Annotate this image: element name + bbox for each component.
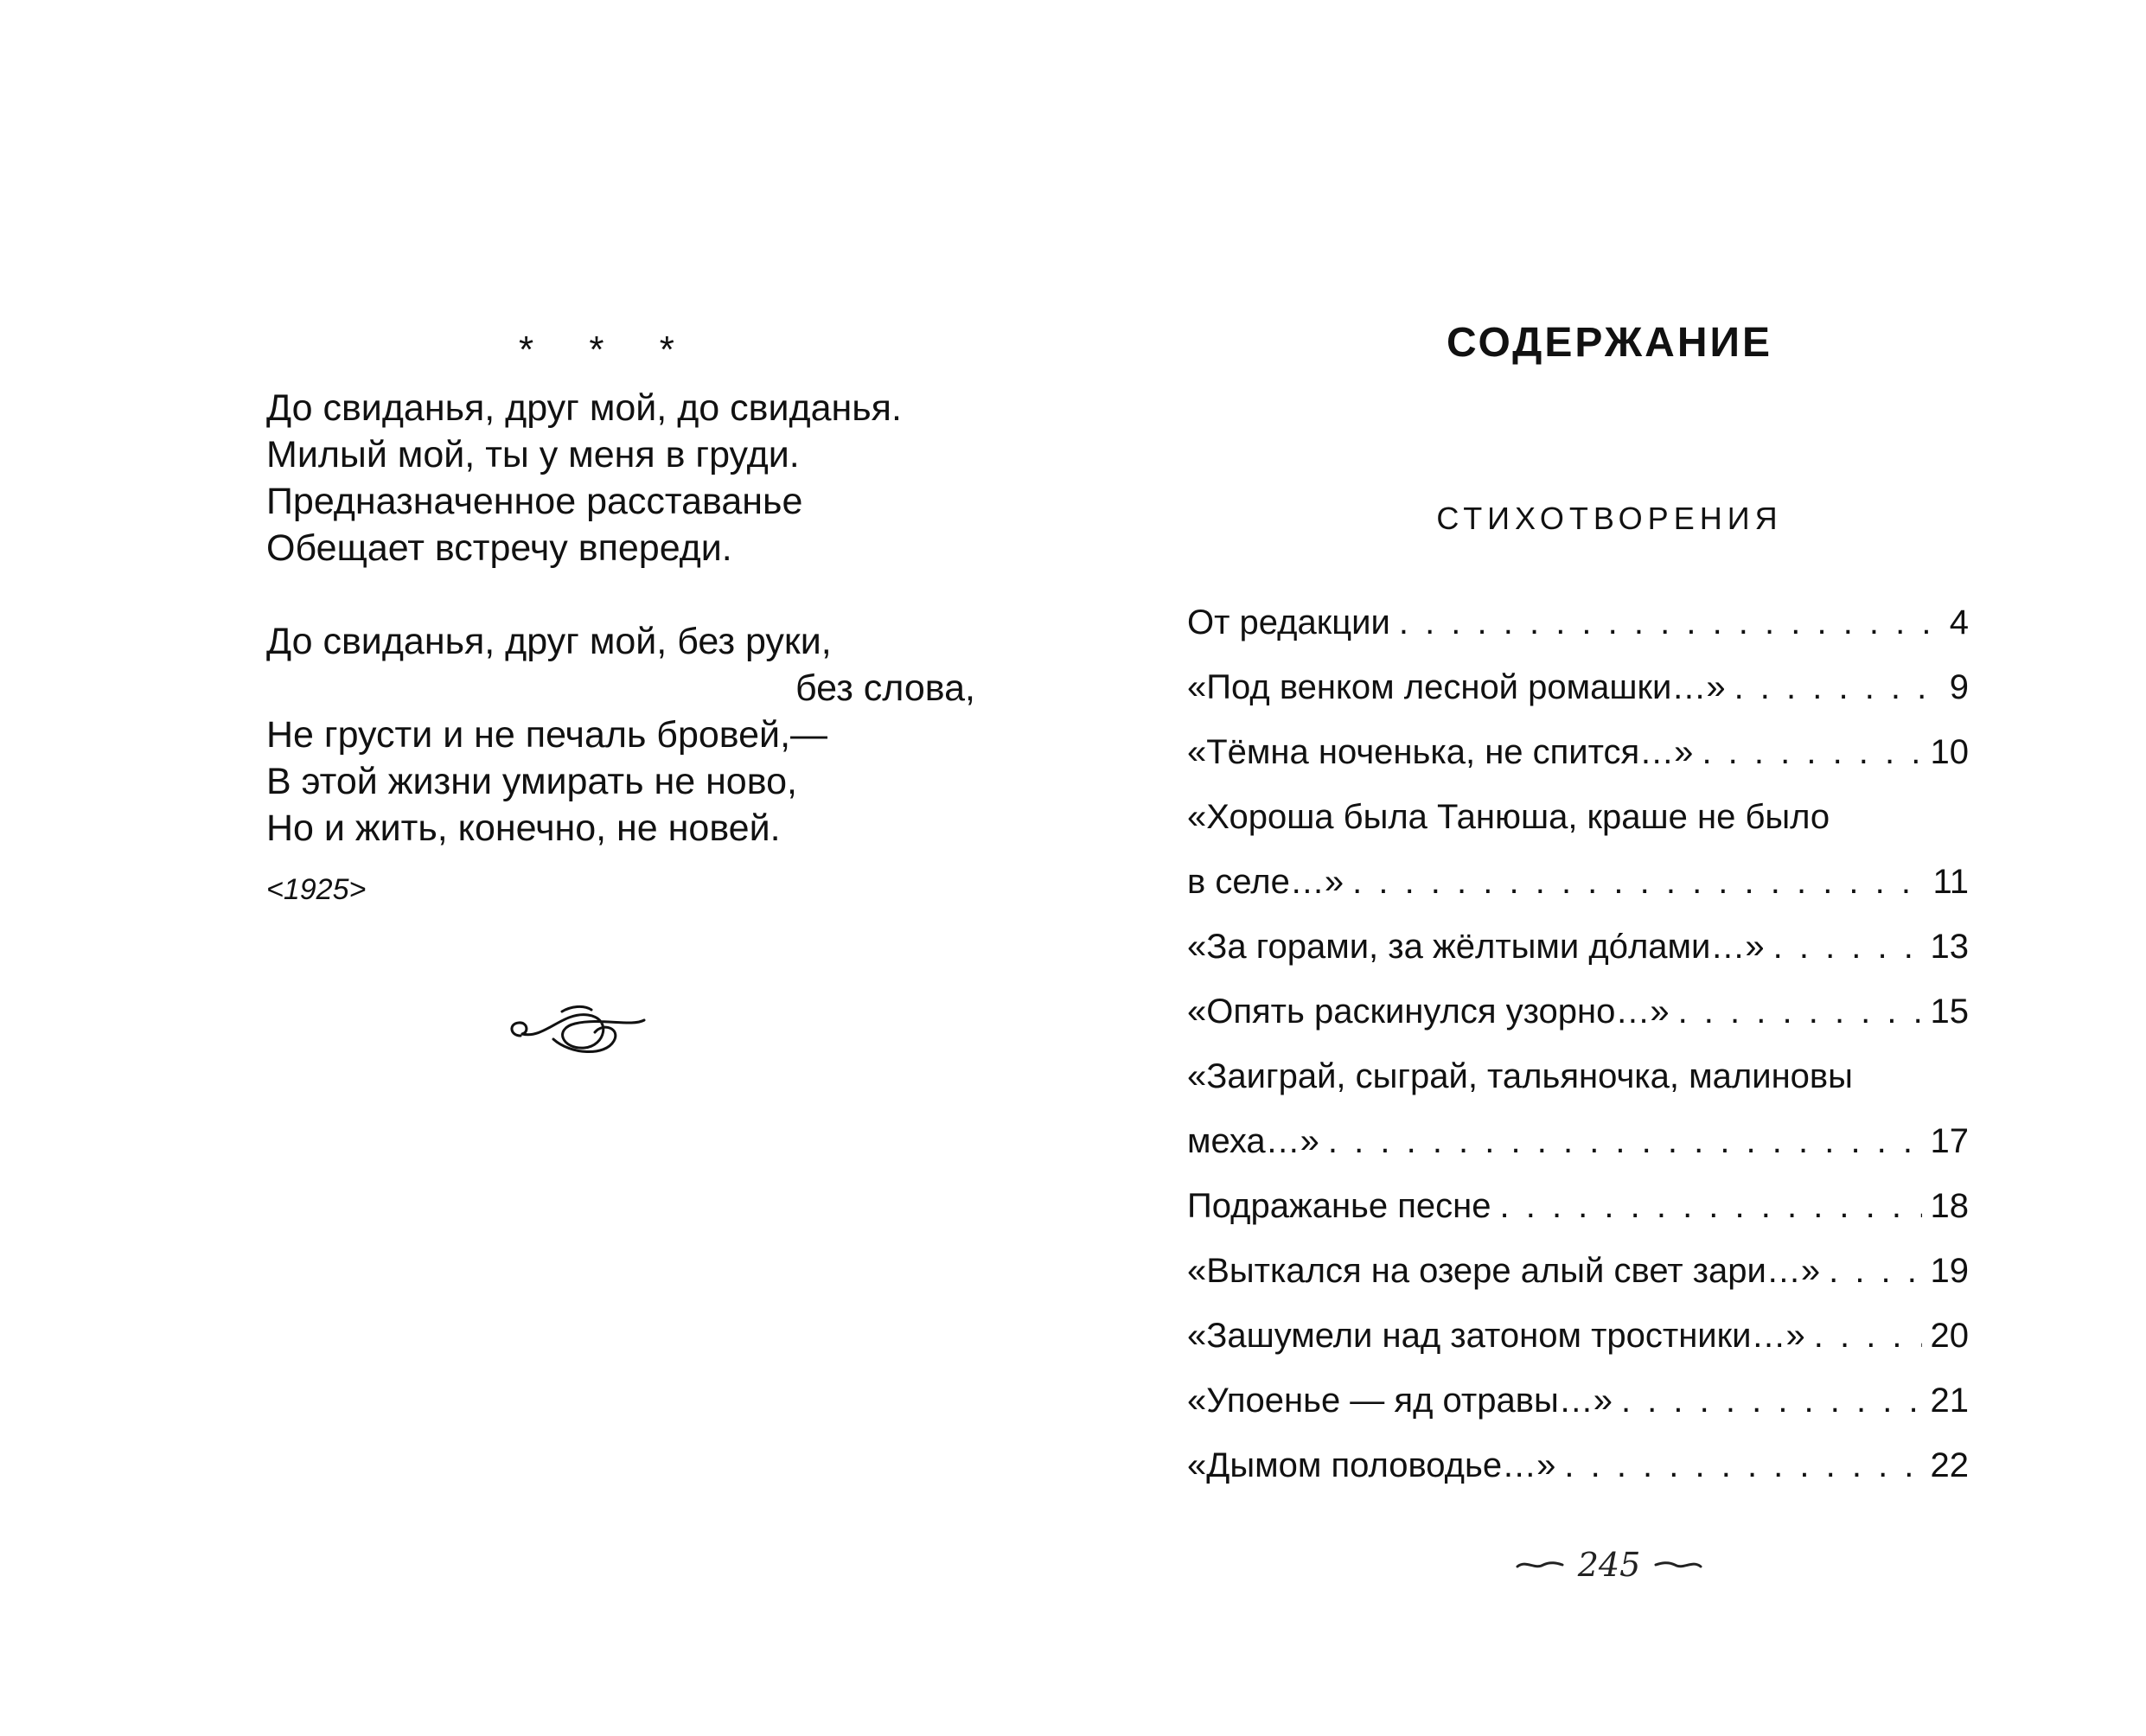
poem-line: Обещает встречу впереди. <box>266 527 732 569</box>
poem-line: До свиданья, друг мой, до свиданья. <box>266 387 902 429</box>
entry-title: «Упоенье — яд отравы…» <box>1187 1382 1613 1420</box>
dot-leader <box>1328 1109 1922 1174</box>
page-number-footer <box>1488 1539 1730 1591</box>
contents-entry[interactable] <box>1187 655 1969 720</box>
right-page <box>1073 0 2146 1736</box>
entry-page: 10 <box>1930 733 1969 771</box>
contents-entry[interactable] <box>1187 785 1969 915</box>
poem-line: В этой жизни умирать не ново, <box>266 761 797 802</box>
contents-entry[interactable] <box>1187 1174 1969 1239</box>
poem-date: <1925> <box>266 873 367 906</box>
page-number: 245 <box>1577 1546 1641 1584</box>
entry-title-first-line: «Хороша была Танюша, краше не было <box>1187 798 1830 836</box>
poem-line: До свиданья, друг мой, без руки, <box>266 621 832 662</box>
dot-leader <box>1499 1174 1921 1239</box>
contents-entry[interactable] <box>1187 1044 1969 1174</box>
entry-page: 20 <box>1930 1317 1969 1355</box>
entry-title: «Тёмна ноченька, не спится…» <box>1187 733 1694 771</box>
dot-leader <box>1564 1433 1921 1498</box>
entry-title: «За горами, за жёлтыми до́лами…» <box>1187 928 1765 966</box>
entry-page: 11 <box>1932 863 1969 901</box>
contents-entry[interactable] <box>1187 1304 1969 1369</box>
entry-page: 15 <box>1930 992 1969 1031</box>
entry-page: 17 <box>1930 1122 1969 1160</box>
contents-entry[interactable] <box>1187 1433 1969 1498</box>
contents-list <box>1187 590 1969 1498</box>
dot-leader <box>1621 1369 1922 1433</box>
entry-title: в селе…» <box>1187 863 1344 901</box>
entry-title: «Дымом половодье…» <box>1187 1446 1556 1484</box>
poem-line: Но и жить, конечно, не новей. <box>266 807 781 849</box>
contents-entry[interactable] <box>1187 915 1969 980</box>
dot-leader <box>1678 980 1922 1044</box>
dot-leader <box>1829 1239 1921 1304</box>
entry-title: «Выткался на озере алый свет зари…» <box>1187 1252 1821 1290</box>
entry-page: 18 <box>1930 1187 1969 1225</box>
dot-leader <box>1399 590 1932 655</box>
entry-page: 9 <box>1949 668 1969 706</box>
poem-line: Милый мой, ты у меня в груди. <box>266 434 800 475</box>
entry-page: 4 <box>1949 603 1969 641</box>
dot-leader <box>1773 915 1922 980</box>
poem-line: Предназначенное расставанье <box>266 481 803 522</box>
entry-title: меха…» <box>1187 1122 1319 1160</box>
flourish-ornament-icon <box>501 994 648 1072</box>
dot-leader <box>1734 655 1932 720</box>
poem-line: Не грусти и не печаль бровей,— <box>266 714 828 756</box>
dot-leader <box>1352 850 1924 915</box>
poem <box>266 385 975 909</box>
contents-entry[interactable] <box>1187 980 1969 1044</box>
poem-line-continuation: без слова, <box>795 667 975 709</box>
contents-title: СОДЕРЖАНИЕ <box>1447 320 1772 366</box>
entry-page: 22 <box>1930 1446 1969 1484</box>
entry-title: «Зашумели над затоном тростники…» <box>1187 1317 1805 1355</box>
entry-title: «Под венком лесной ромашки…» <box>1187 668 1726 706</box>
poem-separator: * * * <box>519 329 697 371</box>
entry-title: От редакции <box>1187 603 1390 641</box>
stanza-1 <box>266 385 975 571</box>
dot-leader <box>1814 1304 1922 1369</box>
entry-title: Подражанье песне <box>1187 1187 1491 1225</box>
stanza-2 <box>266 618 975 852</box>
entry-page: 19 <box>1930 1252 1969 1290</box>
swash-right-icon <box>1652 1554 1704 1575</box>
contents-entry[interactable] <box>1187 590 1969 655</box>
entry-title-first-line: «Заиграй, сыграй, тальяночка, малиновы <box>1187 1057 1853 1095</box>
entry-title: «Опять раскинулся узорно…» <box>1187 992 1670 1031</box>
contents-entry[interactable] <box>1187 1239 1969 1304</box>
entry-page: 21 <box>1930 1382 1969 1420</box>
section-heading: СТИХОТВОРЕНИЯ <box>1436 501 1783 536</box>
swash-left-icon <box>1514 1554 1566 1575</box>
contents-entry[interactable] <box>1187 720 1969 785</box>
entry-page: 13 <box>1930 928 1969 966</box>
dot-leader <box>1702 720 1921 785</box>
contents-entry[interactable] <box>1187 1369 1969 1433</box>
